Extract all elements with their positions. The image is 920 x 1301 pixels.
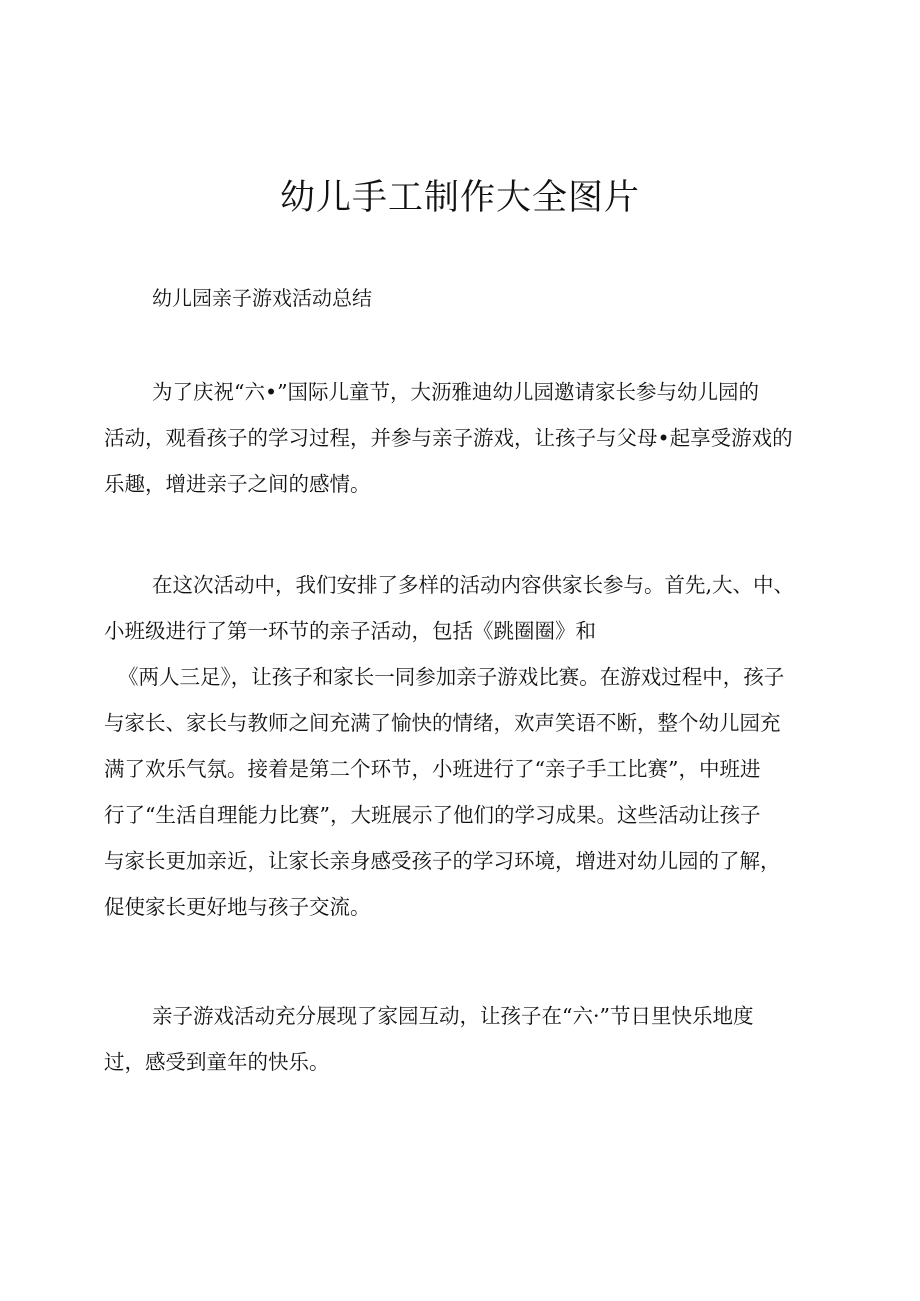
document-title: 幼儿手工制作大全图片 bbox=[279, 178, 640, 218]
paragraph-line: 满了欢乐气氛。接着是第二个环节，小班进行了“亲子手工比赛”，中班进 bbox=[104, 757, 761, 781]
paragraph-line: 促使家长更好地与孩子交流。 bbox=[104, 895, 371, 919]
paragraph-line: 在这次活动中，我们安排了多样的活动内容供家长参与。首先,大、中、 bbox=[152, 573, 795, 597]
paragraph-line: 小班级进行了第一环节的亲子活动，包括《跳圈圈》和 bbox=[104, 619, 596, 643]
paragraph-3 bbox=[104, 993, 820, 1085]
paragraph-1 bbox=[104, 369, 820, 507]
paragraph-line: 乐趣，增进亲子之间的感情。 bbox=[104, 472, 371, 496]
paragraph-line: 行了“生活自理能力比赛”，大班展示了他们的学习成果。这些活动让孩子 bbox=[104, 803, 761, 827]
paragraph-2 bbox=[104, 562, 820, 930]
paragraph-line: 《两人三足》，让孩子和家长一同参加亲子游戏比赛。在游戏过程中，孩子 bbox=[118, 665, 785, 689]
paragraph-line: 与家长更加亲近，让家长亲身感受孩子的学习环境，增进对幼儿园的了解， bbox=[104, 849, 781, 873]
paragraph-line: 活动，观看孩子的学习过程，并参与亲子游戏，让孩子与父母•起享受游戏的 bbox=[104, 426, 793, 450]
paragraph-line: 为了庆祝“六•”国际儿童节，大沥雅迪幼儿园邀请家长参与幼儿园的 bbox=[152, 380, 760, 404]
paragraph-line: 与家长、家长与教师之间充满了愉快的情绪，欢声笑语不断，整个幼儿园充 bbox=[104, 711, 781, 735]
document-subtitle: 幼儿园亲子游戏活动总结 bbox=[152, 286, 372, 310]
paragraph-line: 亲子游戏活动充分展现了家园互动，让孩子在“六·”节日里快乐地度 bbox=[152, 1004, 754, 1028]
paragraph-line: 过，感受到童年的快乐。 bbox=[104, 1050, 330, 1074]
